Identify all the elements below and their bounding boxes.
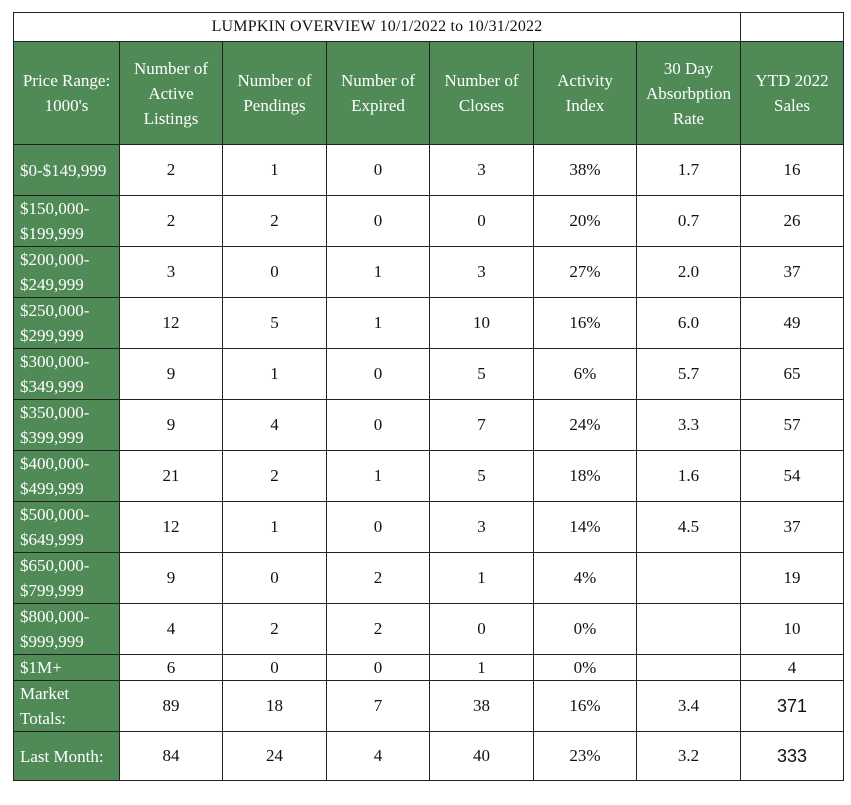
header-line: 1000's [44, 96, 89, 115]
absorption-rate-cell: 1.6 [637, 451, 741, 502]
activity-index-cell: 0% [534, 655, 637, 681]
expired-cell: 0 [327, 196, 430, 247]
label-line: $399,999 [20, 428, 84, 447]
table-title: LUMPKIN OVERVIEW 10/1/2022 to 10/31/2022 [14, 13, 741, 42]
expired-cell: 0 [327, 145, 430, 196]
overview-table [13, 12, 844, 781]
ytd-sales-cell: 65 [741, 349, 844, 400]
closes-cell: 3 [430, 145, 534, 196]
header-line: Number of [444, 71, 519, 90]
absorption-rate-cell [637, 604, 741, 655]
closes-cell: 7 [430, 400, 534, 451]
label-line: $249,999 [20, 275, 84, 294]
absorption-rate-cell: 4.5 [637, 502, 741, 553]
label-line: $649,999 [20, 530, 84, 549]
label-line: $150,000- [20, 199, 90, 218]
header-line: 30 Day [663, 58, 714, 78]
label-line: $350,000- [20, 403, 90, 422]
activity-index-header [534, 42, 637, 145]
activity-index-cell: 38% [534, 145, 637, 196]
expired-cell: 1 [327, 298, 430, 349]
activity-index-cell: 4% [534, 553, 637, 604]
label-line: $800,000- [20, 607, 90, 626]
expired-cell: 1 [327, 451, 430, 502]
expired-header [327, 42, 430, 145]
closes-cell: 38 [430, 681, 534, 732]
header-row [14, 42, 844, 145]
ytd-sales-cell: 4 [741, 655, 844, 681]
absorption-rate-cell: 3.3 [637, 400, 741, 451]
pendings-cell: 0 [223, 247, 327, 298]
active-listings-cell: 4 [120, 604, 223, 655]
header-line: Listings [143, 108, 199, 128]
expired-cell: 2 [327, 604, 430, 655]
header-line: Number of [340, 71, 416, 90]
label-line: $300,000- [20, 352, 90, 371]
ytd-sales-cell: 333 [741, 732, 844, 781]
totals-row [14, 732, 844, 781]
active-listings-cell: 9 [120, 349, 223, 400]
activity-index-cell: 0% [534, 604, 637, 655]
ytd-sales-cell: 37 [741, 502, 844, 553]
label-line: Market [20, 684, 70, 703]
table-row [14, 502, 844, 553]
active-listings-cell: 9 [120, 400, 223, 451]
label-line: $400,000- [20, 454, 90, 473]
activity-index-cell: 6% [534, 349, 637, 400]
ytd-sales-cell: 49 [741, 298, 844, 349]
absorption-rate-cell: 3.4 [637, 681, 741, 732]
active-listings-header [120, 42, 223, 145]
closes-cell: 5 [430, 349, 534, 400]
table-row [14, 145, 844, 196]
price-range-label [14, 451, 120, 502]
label-line: $299,999 [20, 326, 84, 345]
label-line: $1M+ [20, 658, 62, 677]
table-row [14, 553, 844, 604]
label-line: $349,999 [20, 377, 84, 396]
ytd-sales-cell: 26 [741, 196, 844, 247]
expired-cell: 0 [327, 349, 430, 400]
title-blank-cell [741, 13, 844, 42]
activity-index-cell: 16% [534, 681, 637, 732]
header-line: Index [565, 96, 605, 115]
expired-cell: 0 [327, 655, 430, 681]
label-line: $499,999 [20, 479, 84, 498]
absorption-rate-cell [637, 553, 741, 604]
active-listings-cell: 2 [120, 145, 223, 196]
price-range-label [14, 681, 120, 732]
totals-row [14, 681, 844, 732]
price-range-label [14, 400, 120, 451]
table-row [14, 298, 844, 349]
ytd-sales-cell: 37 [741, 247, 844, 298]
pendings-cell: 1 [223, 349, 327, 400]
price-range-label [14, 145, 120, 196]
active-listings-cell: 9 [120, 553, 223, 604]
table-row [14, 655, 844, 681]
closes-cell: 3 [430, 247, 534, 298]
ytd-sales-cell: 371 [741, 681, 844, 732]
header-line: Number of [237, 71, 312, 90]
label-line: $0-$149,999 [20, 160, 107, 180]
table-row [14, 196, 844, 247]
pendings-cell: 2 [223, 196, 327, 247]
closes-header [430, 42, 534, 145]
table-body [14, 13, 844, 781]
header-line: Absorbption [646, 83, 731, 103]
title-row [14, 13, 844, 42]
price-range-label [14, 349, 120, 400]
table-row [14, 451, 844, 502]
price-range-label [14, 732, 120, 781]
price-range-label [14, 604, 120, 655]
header-line: Price Range: [22, 71, 111, 90]
absorption-rate-cell: 3.2 [637, 732, 741, 781]
absorption-rate-cell: 1.7 [637, 145, 741, 196]
closes-cell: 40 [430, 732, 534, 781]
label-line: $250,000- [20, 301, 90, 320]
absorption-rate-cell: 0.7 [637, 196, 741, 247]
label-line: $500,000- [20, 505, 90, 524]
price-range-label [14, 298, 120, 349]
ytd-sales-cell: 54 [741, 451, 844, 502]
header-line: Rate [672, 108, 705, 128]
closes-cell: 1 [430, 553, 534, 604]
price-range-label [14, 655, 120, 681]
header-line: YTD 2022 [755, 71, 829, 90]
table-row [14, 604, 844, 655]
table-row [14, 349, 844, 400]
label-line: $650,000- [20, 556, 90, 575]
expired-cell: 1 [327, 247, 430, 298]
closes-cell: 1 [430, 655, 534, 681]
activity-index-cell: 27% [534, 247, 637, 298]
price-range-label [14, 196, 120, 247]
label-line: $199,999 [20, 224, 84, 243]
active-listings-cell: 6 [120, 655, 223, 681]
expired-cell: 0 [327, 400, 430, 451]
ytd-sales-cell: 57 [741, 400, 844, 451]
closes-cell: 10 [430, 298, 534, 349]
active-listings-cell: 2 [120, 196, 223, 247]
label-line: $999,999 [20, 632, 84, 651]
price-range-header [14, 42, 120, 145]
activity-index-cell: 18% [534, 451, 637, 502]
closes-cell: 0 [430, 604, 534, 655]
expired-cell: 4 [327, 732, 430, 781]
activity-index-cell: 24% [534, 400, 637, 451]
absorption-rate-cell [637, 655, 741, 681]
pendings-cell: 2 [223, 604, 327, 655]
expired-cell: 7 [327, 681, 430, 732]
header-line: Number of [133, 58, 209, 78]
pendings-cell: 24 [223, 732, 327, 781]
header-line: Expired [351, 96, 405, 115]
active-listings-cell: 89 [120, 681, 223, 732]
table-row [14, 247, 844, 298]
closes-cell: 3 [430, 502, 534, 553]
label-line: Last Month: [20, 746, 104, 766]
active-listings-cell: 84 [120, 732, 223, 781]
pendings-cell: 0 [223, 553, 327, 604]
activity-index-cell: 23% [534, 732, 637, 781]
pendings-cell: 5 [223, 298, 327, 349]
header-line: Activity [557, 71, 613, 90]
header-line: Active [148, 83, 194, 103]
pendings-cell: 4 [223, 400, 327, 451]
absorption-rate-cell: 5.7 [637, 349, 741, 400]
ytd-sales-cell: 19 [741, 553, 844, 604]
pendings-cell: 1 [223, 502, 327, 553]
ytd-sales-header [741, 42, 844, 145]
activity-index-cell: 14% [534, 502, 637, 553]
pendings-header [223, 42, 327, 145]
pendings-cell: 0 [223, 655, 327, 681]
closes-cell: 5 [430, 451, 534, 502]
closes-cell: 0 [430, 196, 534, 247]
absorption-rate-cell: 6.0 [637, 298, 741, 349]
price-range-label [14, 553, 120, 604]
active-listings-cell: 12 [120, 502, 223, 553]
label-line: Totals: [20, 709, 67, 728]
label-line: $200,000- [20, 250, 90, 269]
active-listings-cell: 3 [120, 247, 223, 298]
activity-index-cell: 16% [534, 298, 637, 349]
price-range-label [14, 502, 120, 553]
pendings-cell: 18 [223, 681, 327, 732]
activity-index-cell: 20% [534, 196, 637, 247]
ytd-sales-cell: 10 [741, 604, 844, 655]
header-line: Pendings [243, 96, 306, 115]
header-line: Closes [458, 96, 505, 115]
expired-cell: 0 [327, 502, 430, 553]
active-listings-cell: 12 [120, 298, 223, 349]
active-listings-cell: 21 [120, 451, 223, 502]
header-line: Sales [774, 96, 810, 115]
pendings-cell: 1 [223, 145, 327, 196]
pendings-cell: 2 [223, 451, 327, 502]
expired-cell: 2 [327, 553, 430, 604]
price-range-label [14, 247, 120, 298]
absorption-rate-cell: 2.0 [637, 247, 741, 298]
label-line: $799,999 [20, 581, 84, 600]
absorption-rate-header [637, 42, 741, 145]
ytd-sales-cell: 16 [741, 145, 844, 196]
table-row [14, 400, 844, 451]
